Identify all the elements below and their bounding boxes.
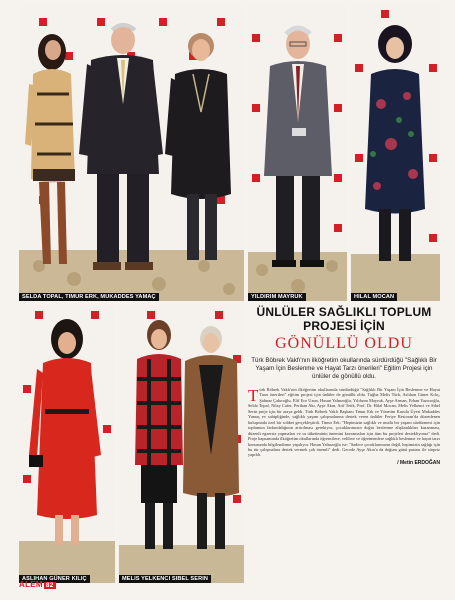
headline-line2: PROJESİ İÇİN — [303, 319, 385, 333]
backdrop-woman-photo — [351, 4, 440, 301]
caption-top-right: HILAL MOCAN — [351, 293, 397, 301]
footer-magazine-tag — [19, 580, 56, 589]
article-byline: / Metin ERDOĞAN — [397, 459, 440, 466]
caption-bottom-middle: MELIS YELKENCI SIBEL SERIN — [119, 575, 211, 583]
caption-top-middle: YILDIRIM MAYRUK — [248, 293, 306, 301]
headline-line1: ÜNLÜLER SAĞLIKLI TOPLUM — [256, 305, 432, 319]
two-women-photo — [119, 305, 244, 583]
article-lead: Türk Böbrek Vakfı'nın ilköğretim okullarında sürdürdüğü "Sağlıklı Bir Yaşam İçin Beslenme ve Hayat Tarzı önerileri" Eğitim Projesi için ünlüler de gönüllü oldu. — [251, 357, 437, 380]
article-body-text: ürk Böbrek Vakfı'nın ilköğretim okullarında sürdürdüğü "Sağlıklı Bir Yaşam İçin Beslenme ve Hayat Tarzı önerileri" eğitim projesi için ünlüler de gönüllü oldu. Tuğba Melis Türk, Aslıhan Güner Kılıç, Şahnaz Çakıroğlu, Elif Ece Uzun, Hasan Yalnızoğlu, Yıldırım Mayruk, Ayşe Arman, Erhan Yazıcıoğlu, Selda Topal, Nilay Cafer, Perihan Akı, Ayşe Akın, Arif Tetik, Prof. Dr. Hilal Mocan, Melis Yelkenci ve Sibel Serin proje için bir araya geldi. Türk Böbrek Vakfı Başkanı Timur Erk ve Yönetim Kurulu Üyesi Mukaddes Yamaç ev sahipliğinde, sağlıklı yaşam çalışmalarına destek veren ünlüler Feriye Restoran'da düzenlenen buluşmada özel bir sohbet gerçekleştirdi. Timur Erk: "Hepimizin sağlıklı ve mutlu bir yaşam sürdürmesi için toplumun farkındalığının artırılması gerekiyor, çocuklarımızın doğru beslenme alışkanlıkları kazanması, düzenli egzersiz yapmaları ve su tüketiminin önemini kavramaları için tüm bu projeleri destekliyoruz" dedi. Proje kapsamında ilköğretim okullarında öğrencilere, velilere ve öğretmenlere sağlıklı beslenme ve hayat tarzı konusunda bilgilendirme yapılıyor. Hasan Yalnızoğlu ise: "Sadece çocuklarımızın değil, hepimizin sağlığı için bu tür çalışmalara destek vermek çok önemli" dedi. Gecede Ayşe Akın'a da doğum günü pastası ile sürpriz yapıldı. — [248, 387, 440, 458]
magazine-name: ALEM — [19, 580, 43, 589]
article-dropcap: T — [248, 386, 259, 405]
headline-accent: GÖNÜLLÜ OLDU — [275, 335, 413, 352]
photo-top-middle — [248, 4, 347, 301]
photo-top-left — [19, 4, 244, 301]
photo-bottom-left — [19, 305, 115, 583]
backdrop-group-photo — [19, 4, 244, 301]
page-number: 82 — [45, 582, 54, 589]
article — [248, 305, 440, 466]
backdrop-man-photo — [248, 4, 347, 301]
photo-top-right — [351, 4, 440, 301]
caption-top-left: SELDA TOPAL, TIMUR ERK, MUKADDES YAMAÇ — [19, 293, 159, 301]
article-body — [248, 387, 440, 458]
photo-bottom-middle — [119, 305, 244, 583]
caption-bottom-left: ASLIHAN GÜNER KILIÇ — [19, 575, 90, 583]
red-dress-photo — [19, 305, 115, 583]
